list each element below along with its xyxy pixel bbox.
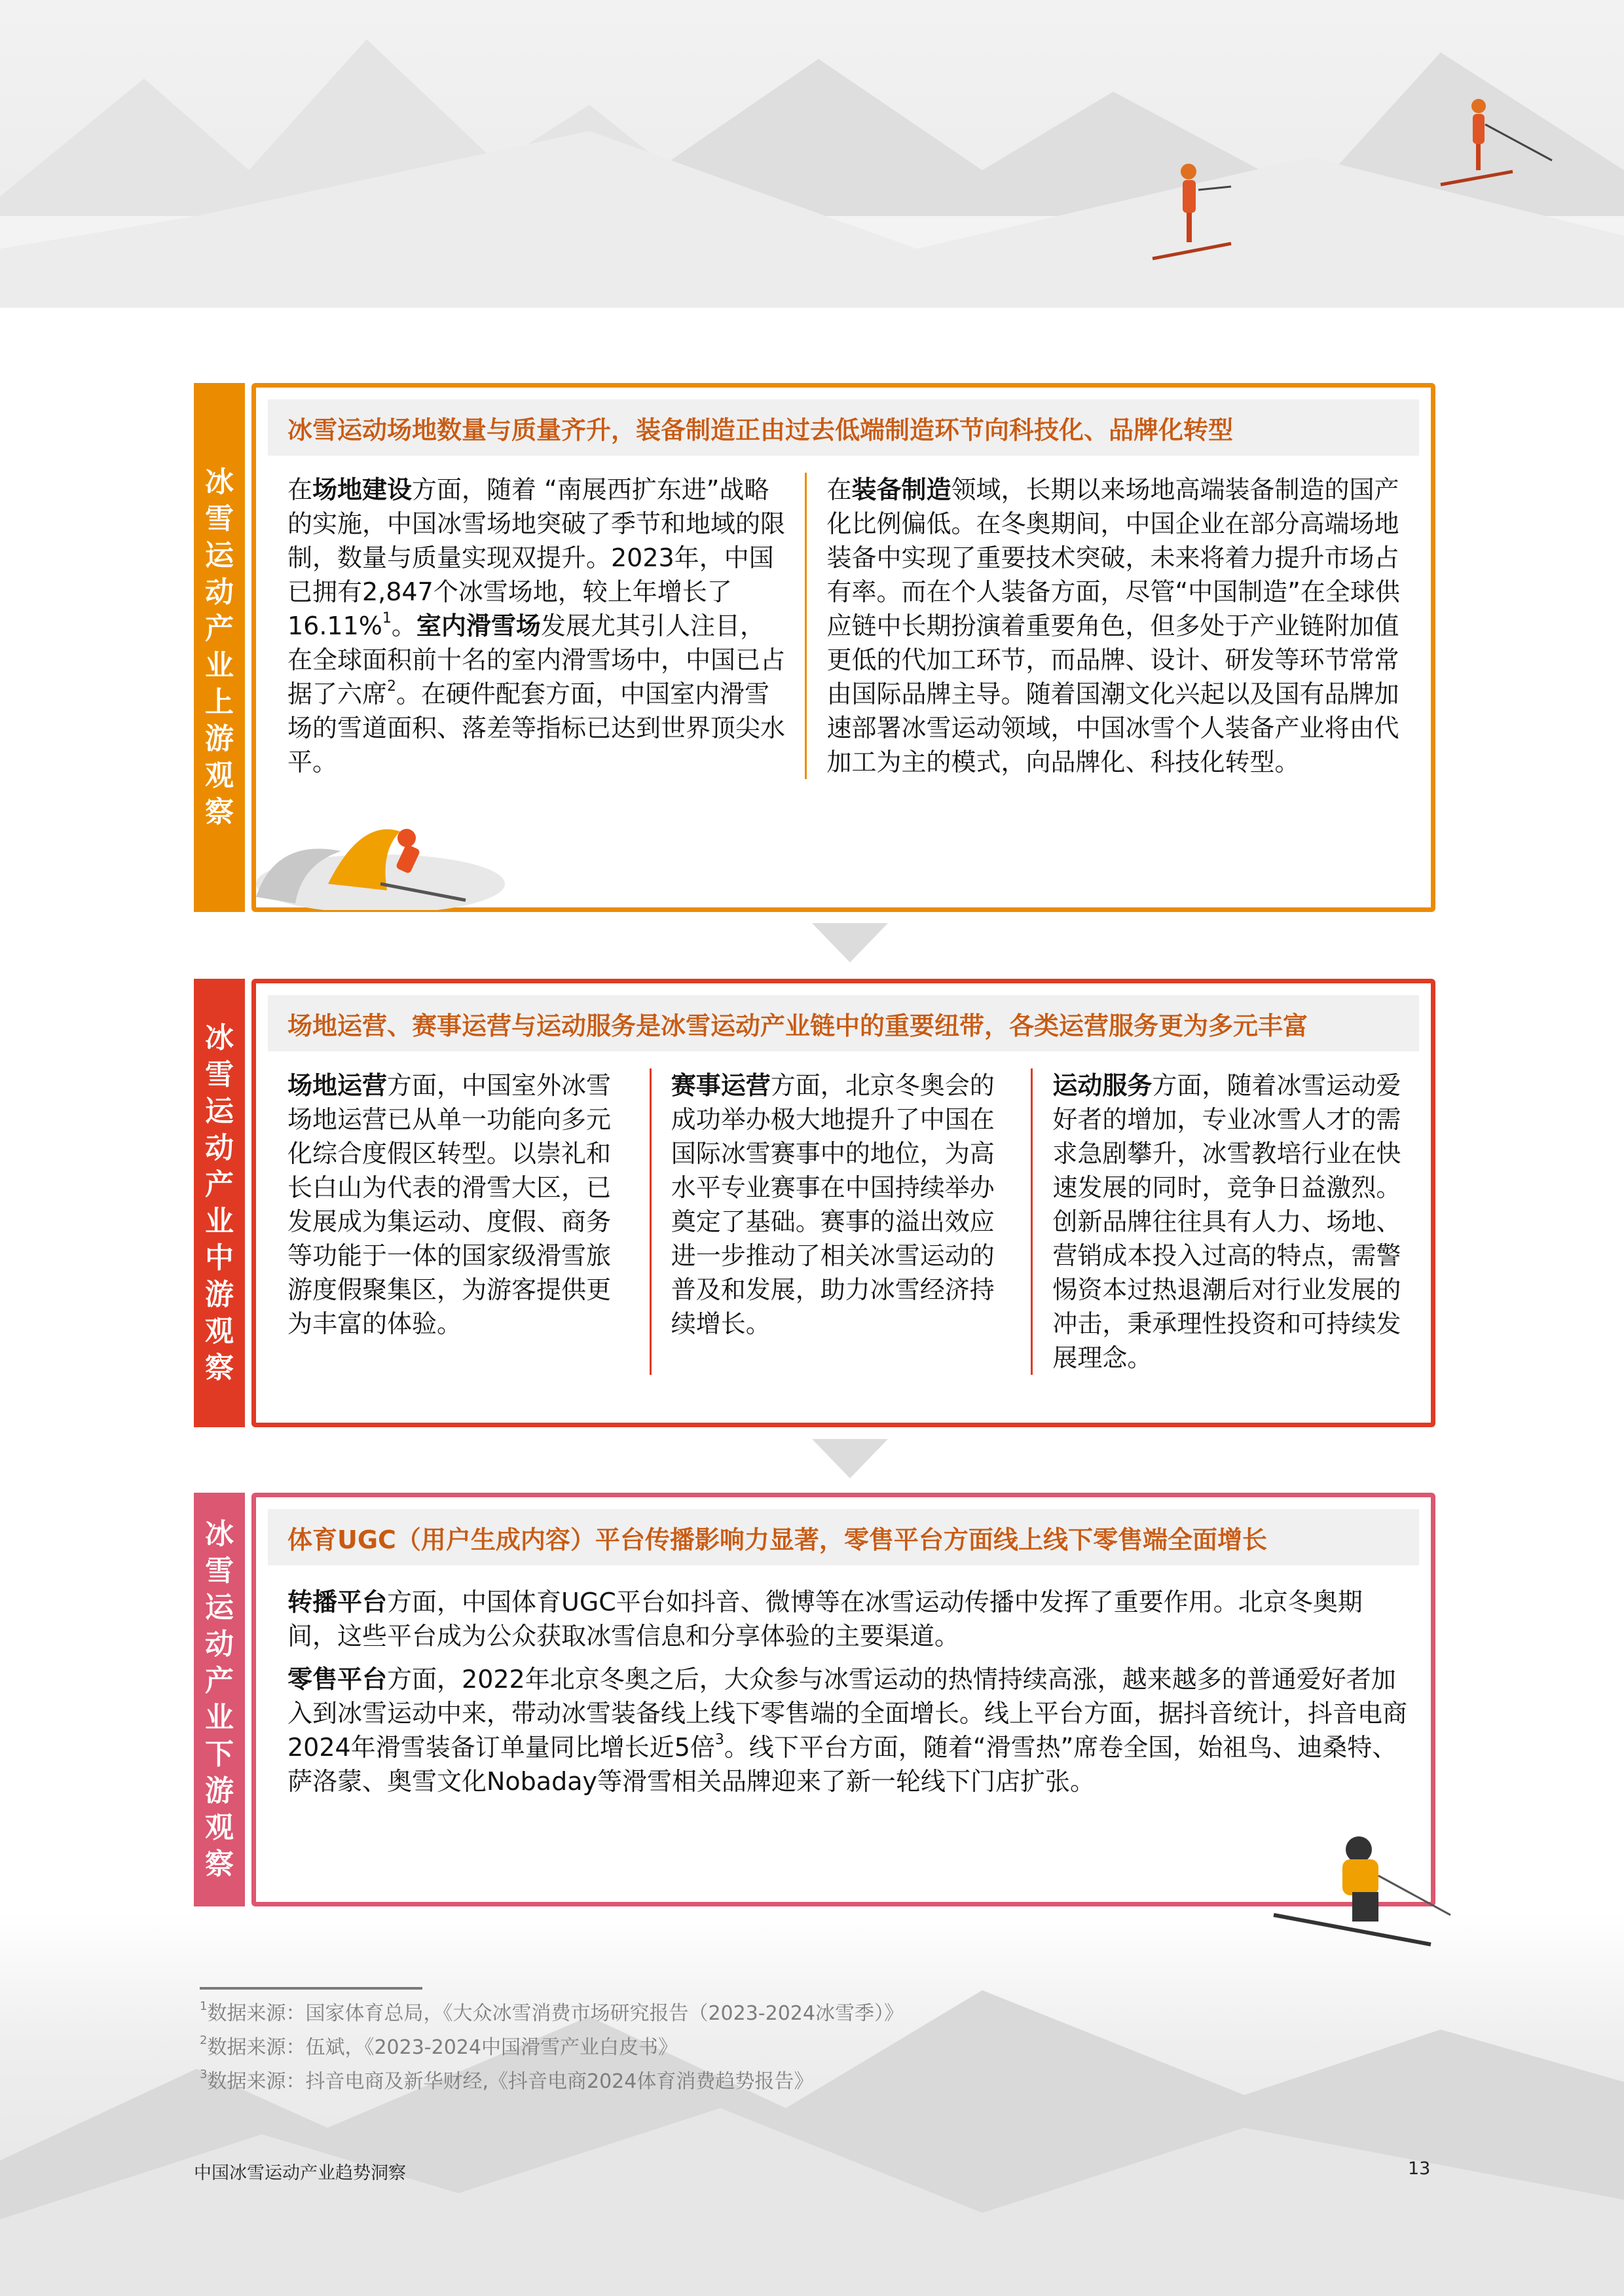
venue-operation-text: 场地运营方面，中国室外冰雪场地运营已从单一功能向多元化综合度假区转型。以崇礼和长白山为代表的滑雪大区，已发展成为集运动、度假、商务等功能于一体的国家级滑雪旅游度假聚集区，为游客提供更为丰富的体验。 bbox=[287, 1071, 612, 1338]
flow-arrow-down-icon bbox=[812, 923, 888, 962]
footnote-2: $^2$数据来源：伍斌，《2023-2024中国滑雪产业白皮书》 bbox=[200, 2033, 678, 2059]
venue-construction-text: 在场地建设方面，随着 “南展西扩东进”战略的实施，中国冰雪场地突破了季节和地域的限制，数量与质量实现双提升。2023年，中国已拥有2,847个冰雪场地，较上年增长了16.11%$^1$。室内滑雪场发展尤其引人注目，在全球面积前十名的室内滑雪场中，中国已占据了六席$^2$。在硬件配套方面，中国室内滑雪场的雪道面积、落差等指标已达到世界顶尖水平。 bbox=[287, 475, 786, 776]
equipment-manufacturing-text: 在装备制造领域，长期以来场地高端装备制造的国产化比例偏低。在冬奥期间，中国企业在部分高端场地装备中实现了重要技术突破，未来将着力提升市场占有率。而在个人装备方面，尽管“中国制造”在全球供应链中长期扮演着重要角色，但多处于产业链附加值更低的代加工环节，而品牌、设计、研发等环节常常由国际品牌主导。随着国潮文化兴起以及国有品牌加速部署冰雪运动领域，中国冰雪个人装备产业将由代加工为主的模式，向品牌化、科技化转型。 bbox=[805, 473, 1419, 779]
retail-platform-text: 零售平台方面，2022年北京冬奥之后，大众参与冰雪运动的热情持续高涨，越来越多的普通爱好者加入到冰雪运动中来，带动冰雪装备线上线下零售端的全面增长。线上平台方面，据抖音统计，抖音电商2024年滑雪装备订单量同比增长近5倍$^3$。线下平台方面，随着“滑雪热”席卷全国，始祖鸟、迪桑特、萨洛蒙、奥雪文化Nobaday等滑雪相关品牌迎来了新一轮线下门店扩张。 bbox=[287, 1665, 1408, 1796]
footnote-1: $^1$数据来源：国家体育总局，《大众冰雪消费市场研究报告（2023-2024冰雪季）》 bbox=[200, 1999, 904, 2025]
footnotes bbox=[200, 1997, 904, 2099]
snow-mountain-illustration bbox=[0, 1912, 1624, 2296]
page-number: 13 bbox=[1408, 2159, 1431, 2179]
downstream-side-label: 冰 雪 运 动 产 业 下 游 观 察 bbox=[194, 1493, 245, 1906]
event-operation-text: 赛事运营方面，北京冬奥会的成功举办极大地提升了中国在国际冰雪赛事中的地位，为高水平专业赛事在中国持续举办奠定了基础。赛事的溢出效应进一步推动了相关冰雪运动的普及和发展，助力冰雪经济持续增长。 bbox=[650, 1068, 1031, 1375]
downstream-section bbox=[194, 1493, 1435, 1906]
upstream-card bbox=[251, 383, 1435, 912]
footnote-3: $^3$数据来源：抖音电商及新华财经,《抖音电商2024体育消费趋势报告》 bbox=[200, 2068, 814, 2093]
report-title: 中国冰雪运动产业趋势洞察 bbox=[194, 2163, 406, 2183]
midstream-side-label: 冰 雪 运 动 产 业 中 游 观 察 bbox=[194, 979, 245, 1427]
upstream-title: 冰雪运动场地数量与质量齐升，装备制造正由过去低端制造环节向科技化、品牌化转型 bbox=[268, 399, 1419, 456]
midstream-section bbox=[194, 979, 1435, 1427]
upstream-side-label: 冰 雪 运 动 产 业 上 游 观 察 bbox=[194, 383, 245, 912]
broadcast-platform-text: 转播平台方面，中国体育UGC平台如抖音、微博等在冰雪运动传播中发挥了重要作用。北京冬奥期间，这些平台成为公众获取冰雪信息和分享体验的主要渠道。 bbox=[287, 1588, 1363, 1650]
downstream-card bbox=[251, 1493, 1435, 1906]
sports-service-text: 运动服务方面，随着冰雪运动爱好者的增加，专业冰雪人才的需求急剧攀升，冰雪教培行业在快速发展的同时，竞争日益激烈。创新品牌往往具有人力、场地、营销成本投入过高的特点，需警惕资本过热退潮后对行业发展的冲击，秉承理性投资和可持续发展理念。 bbox=[1031, 1068, 1419, 1375]
upstream-section bbox=[194, 383, 1435, 912]
mountain-skier-illustration bbox=[0, 0, 1624, 308]
skier-illustration bbox=[249, 812, 708, 910]
skier-illustration bbox=[1261, 1817, 1470, 1961]
downstream-title: 体育UGC（用户生成内容）平台传播影响力显著，零售平台方面线上线下零售端全面增长 bbox=[268, 1509, 1419, 1565]
flow-arrow-down-icon bbox=[812, 1439, 888, 1478]
midstream-title: 场地运营、赛事运营与运动服务是冰雪运动产业链中的重要纽带，各类运营服务更为多元丰富 bbox=[268, 995, 1419, 1051]
footnote-divider bbox=[200, 1987, 422, 1990]
midstream-card bbox=[251, 979, 1435, 1427]
